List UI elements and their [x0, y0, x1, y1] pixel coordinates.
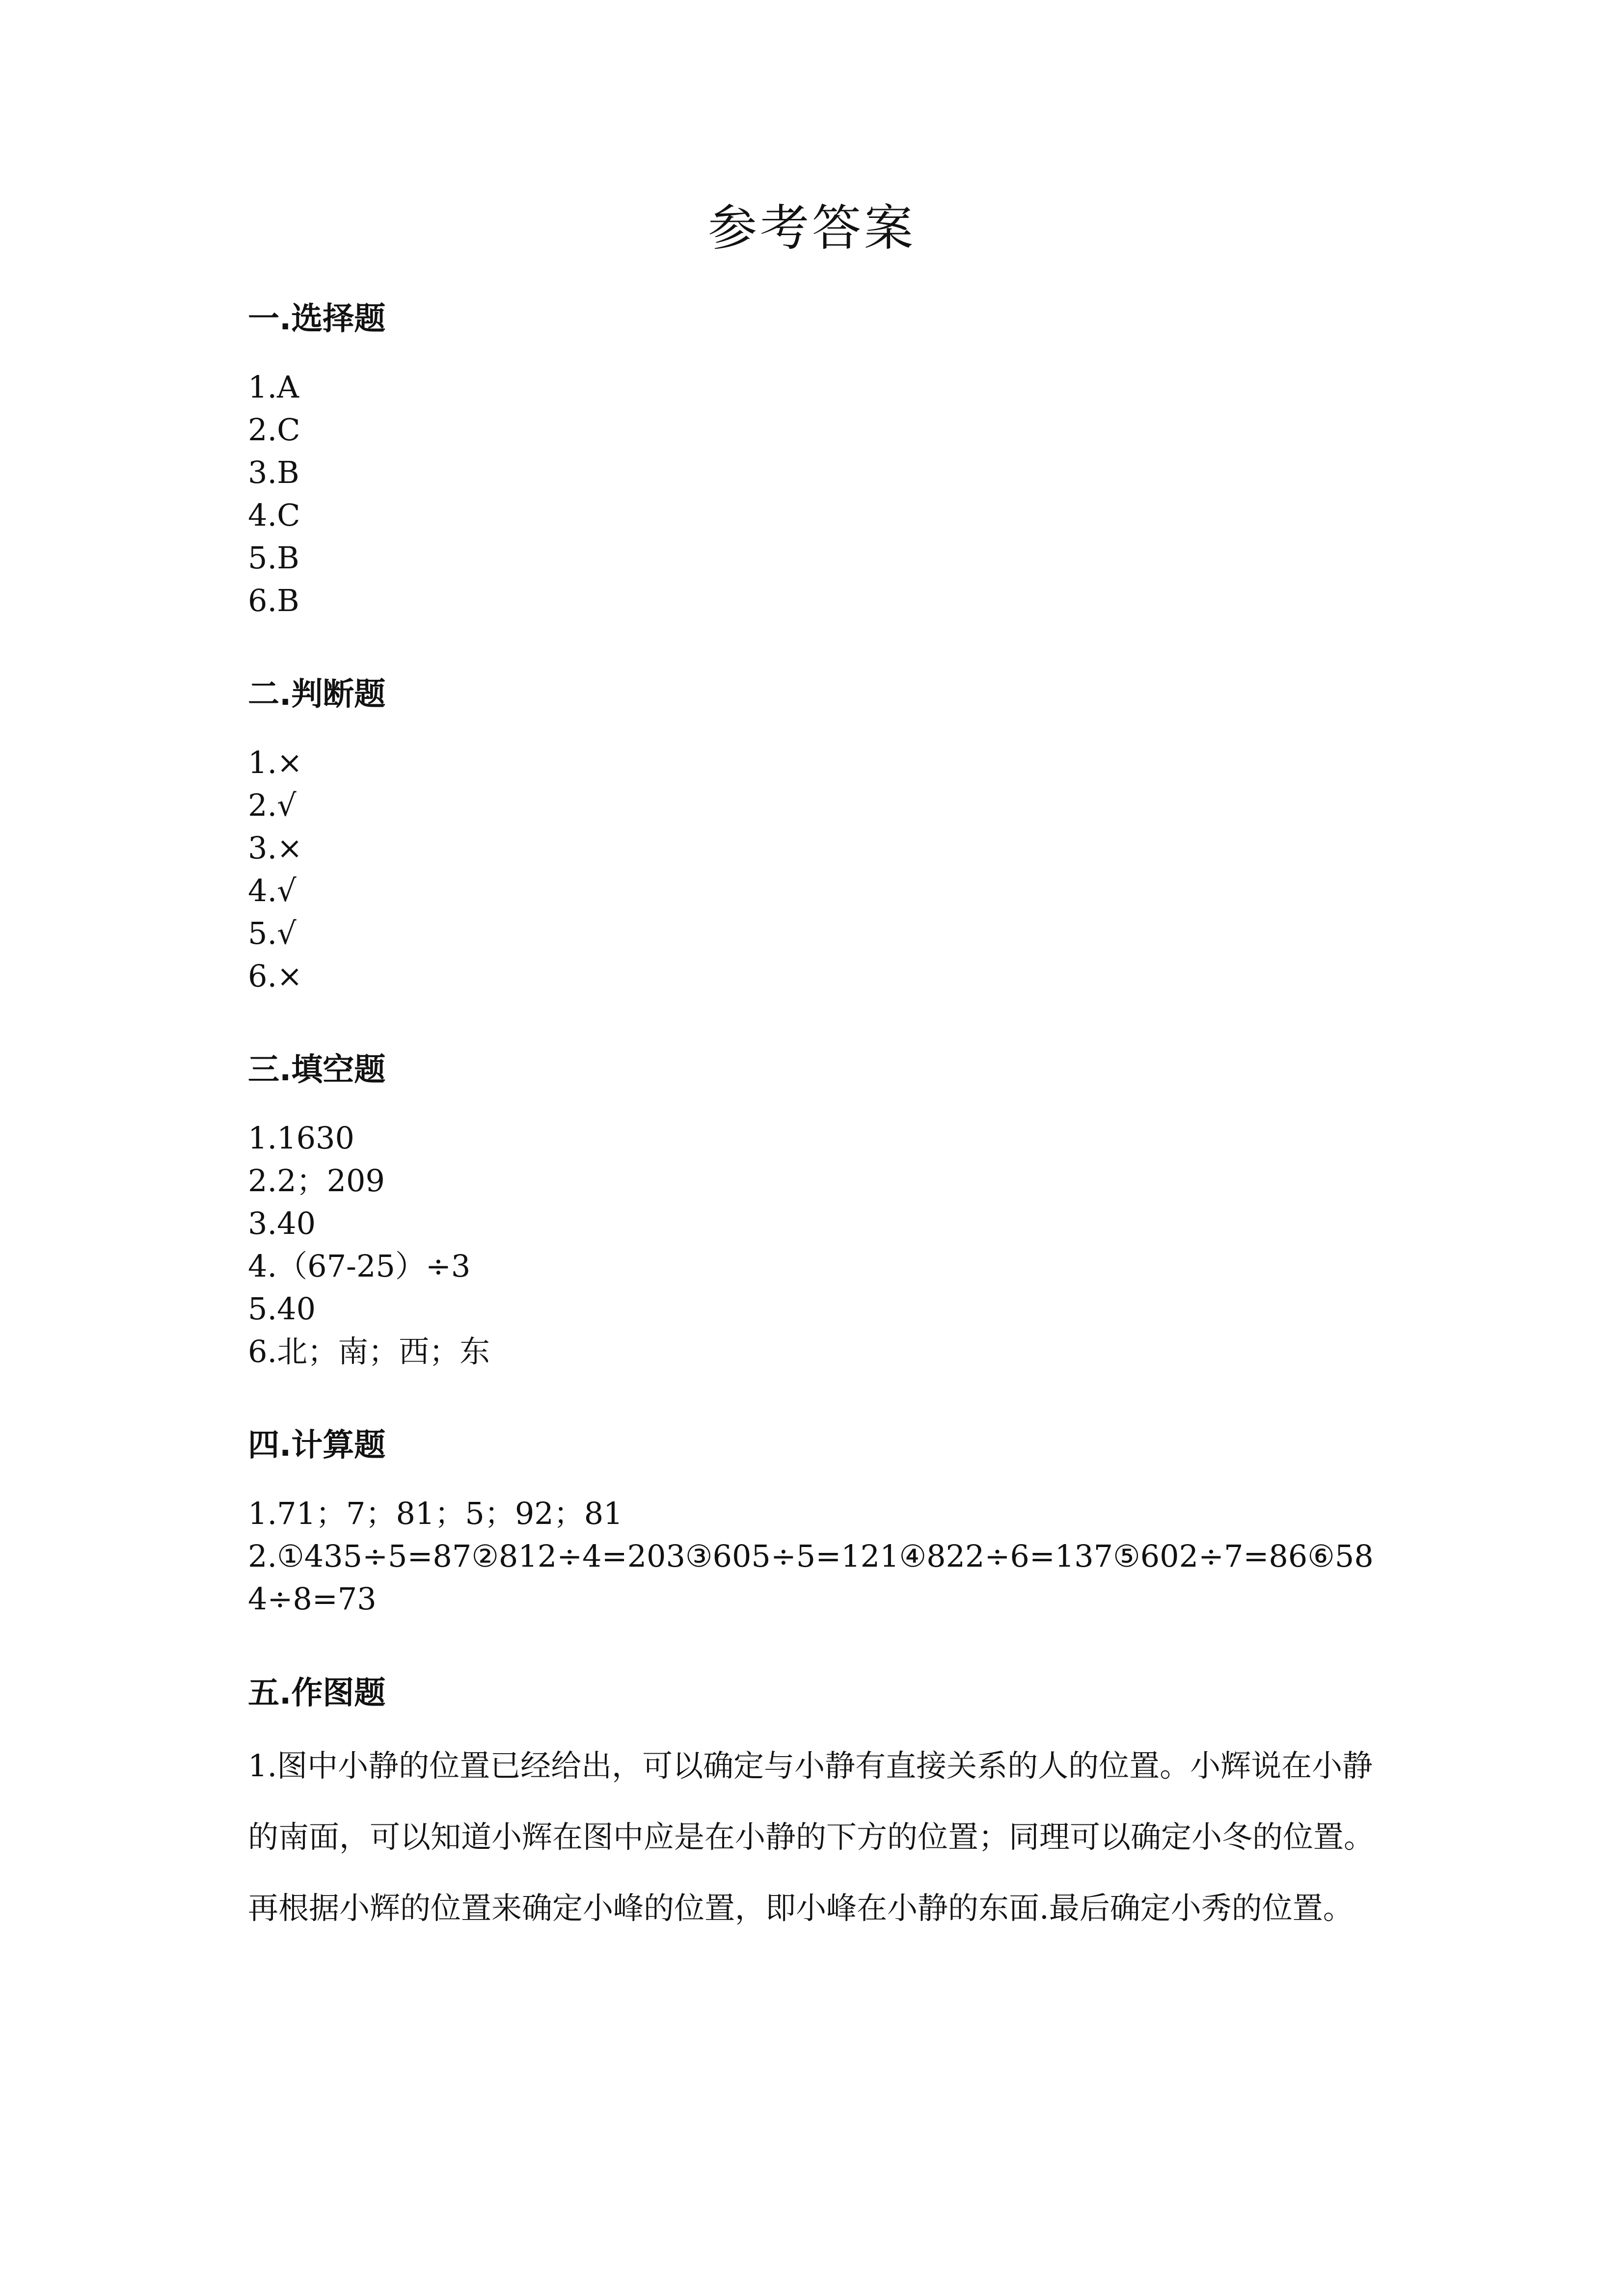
- section-heading: 四.计算题: [248, 1427, 386, 1464]
- answer-item: 4.（67-25）÷3: [248, 1248, 471, 1284]
- section-heading: 五.作图题: [248, 1675, 386, 1711]
- section-calculation: [248, 1423, 1392, 1620]
- answer-item: 2.C: [248, 412, 300, 448]
- answer-paragraph: 1.图中小静的位置已经给出，可以确定与小静有直接关系的人的位置。小辉说在小静的南面，可以知道小辉在图中应是在小静的下方的位置；同理可以确定小冬的位置。再根据小辉的位置来确定小峰的位置，即小峰在小静的东面.最后确定小秀的位置。: [248, 1748, 1375, 1926]
- answer-item: 6.×: [248, 958, 303, 994]
- answer-list: [248, 1117, 1392, 1373]
- answer-item: 1.×: [248, 745, 303, 780]
- answer-list: [248, 366, 1392, 622]
- answer-item: 2.√: [248, 787, 297, 823]
- section-fill-in-blank: [248, 1048, 1392, 1373]
- answer-item: 2.2；209: [248, 1163, 385, 1199]
- section-heading: 三.填空题: [248, 1052, 386, 1088]
- section-heading: 二.判断题: [248, 676, 386, 713]
- answer-item: 3.B: [248, 454, 299, 490]
- answer-item: 3.40: [248, 1205, 316, 1241]
- page-title: 参考答案: [708, 199, 916, 257]
- answer-item: 3.×: [248, 830, 303, 866]
- answer-list: [248, 741, 1392, 997]
- answer-item: 2.①435÷5=87②812÷4=203③605÷5=121④822÷6=137⑤602÷7=86⑥584÷8=73: [248, 1538, 1374, 1617]
- answer-item: 4.C: [248, 497, 300, 533]
- answer-list: [248, 1730, 1392, 1944]
- section-drawing: [248, 1671, 1392, 1944]
- answer-item: 6.北；南；西；东: [248, 1334, 490, 1369]
- answer-item: 1.71；7；81；5；92；81: [248, 1495, 623, 1531]
- answer-item: 6.B: [248, 583, 299, 618]
- answer-list: [248, 1492, 1392, 1620]
- section-multiple-choice: [248, 297, 1392, 622]
- section-true-false: [248, 672, 1392, 997]
- answer-item: 5.√: [248, 915, 297, 951]
- answer-item: 5.B: [248, 540, 299, 576]
- section-heading: 一.选择题: [248, 301, 386, 337]
- answer-item: 1.1630: [248, 1120, 354, 1156]
- answer-item: 5.40: [248, 1291, 316, 1327]
- answer-item: 4.√: [248, 873, 297, 908]
- answer-item: 1.A: [248, 369, 299, 405]
